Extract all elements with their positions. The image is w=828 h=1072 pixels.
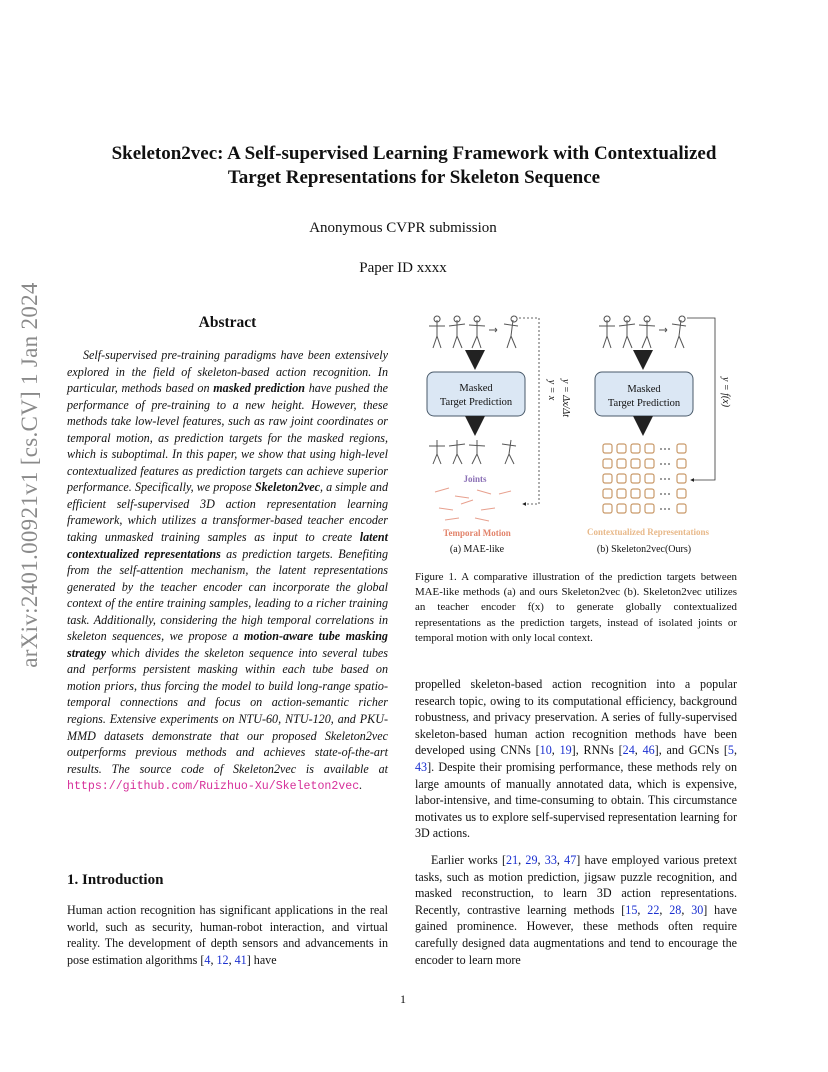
citation[interactable]: 41: [234, 952, 247, 967]
contextualized-representations-label: Contextualized Representations: [586, 527, 710, 537]
intro-heading: 1. Introduction: [67, 872, 164, 888]
page-number: 1: [400, 992, 406, 1006]
citation[interactable]: 29: [525, 853, 538, 867]
masked-skeleton-icons: [429, 440, 516, 464]
citation[interactable]: 43: [415, 759, 428, 774]
citation[interactable]: 5: [727, 743, 734, 758]
source-code-link[interactable]: https://github.com/Ruizhuo-Xu/Skeleton2vec: [67, 780, 360, 794]
intro-paragraph-2: Earlier works [21, 29, 33, 47] have employed various pretext tasks, such as motion prediction, jigsaw puzzle recognition, and masked reconstruction, to learn 3D action representations. Recently, contrastive learning methods [15, 22, 28, 30] have gained prominence. However, these methods often require carefully designed data augmentations and tend to encourage the encoder to learn more: [415, 853, 737, 967]
box-label-line-1: Masked: [459, 383, 493, 394]
citation[interactable]: 15: [625, 902, 638, 917]
citation[interactable]: 10: [539, 743, 552, 758]
intro-text-continued: propelled skeleton-based action recognition into a popular research topic, owing to its computational efficiency, background robustness, and privacy preservation. A series of fully-supervised skeleton-based human action recognition methods have been developed using CNNs [10, 19], RNNs [24, 46], and GCNs [5, 43]. Despite their promising performance, these methods rely on large amounts of manually annotated data, which is expensive, labor-intensive, and time-consuming to obtain. This circumstance motivates us to explore self-supervised representation learning for 3D actions.: [415, 677, 737, 841]
paper-title: [70, 142, 758, 190]
masked-target-prediction-box: [427, 372, 525, 416]
contextualized-representation-grid: [603, 444, 686, 513]
arxiv-stamp: arXiv:2401.00921v1 [cs.CV] 1 Jan 2024: [17, 282, 42, 668]
skeleton-input-icons: [599, 316, 686, 348]
subfigure-b-label: (b) Skeleton2vec(Ours): [596, 544, 692, 555]
citation[interactable]: 12: [216, 952, 229, 967]
citation[interactable]: 30: [691, 902, 704, 917]
citation[interactable]: 28: [669, 902, 682, 917]
abstract-heading: Abstract: [198, 314, 257, 331]
citation[interactable]: 46: [642, 743, 655, 758]
title-line-1: Skeleton2vec: A Self-supervised Learning Framework with Contextualized: [111, 143, 717, 164]
box-label-line-2: Target Prediction: [607, 398, 681, 409]
skeleton-input-icons: [429, 316, 518, 348]
skeleton2vec-panel: [587, 316, 731, 555]
citation[interactable]: 21: [506, 853, 519, 867]
citation[interactable]: 4: [204, 952, 211, 967]
citation[interactable]: 22: [647, 902, 660, 917]
joints-label: Joints: [463, 474, 487, 484]
figure-1-caption: Figure 1. A comparative illustration of the prediction targets between MAE-like methods (a) and ours Skeleton2vec (b). Skeleton2vec utilizes an teacher encoder f(x) to generate globally contextualized representations as the prediction targets, instead of isolated joints or temporal motion with only local context.: [415, 571, 737, 644]
title-line-2: Target Representations for Skeleton Sequence: [227, 167, 601, 188]
figure-1: [415, 308, 745, 558]
temporal-motion-label: Temporal Motion: [443, 528, 511, 538]
paper-id: Paper ID xxxx: [359, 260, 447, 276]
citation[interactable]: 24: [622, 743, 635, 758]
author: Anonymous CVPR submission: [309, 220, 497, 236]
target-label-motion: y = Δx/Δt: [560, 379, 571, 417]
intro-text: Human action recognition has significant applications in the real world, such as security, human-robot interaction, and virtual reality. The development of depth sensors and advancements in pose estimation algorithms [4, 12, 41] have: [67, 903, 388, 967]
target-label-x: y = x: [546, 379, 557, 401]
mae-like-panel: [427, 316, 571, 555]
subfigure-a-label: (a) MAE-like: [449, 544, 505, 555]
box-label-line-1: Masked: [627, 384, 661, 395]
box-label-line-2: Target Prediction: [439, 397, 513, 408]
citation[interactable]: 47: [564, 853, 577, 867]
temporal-motion-arrows: [435, 488, 511, 521]
target-label-fx: y = f(x): [720, 376, 731, 408]
abstract-text: Self-supervised pre-training paradigms have been extensively explored in the field of skeleton-based action recognition. In particular, methods based on masked prediction have pushed the performance of pre-training to a new height. However, these methods take low-level features, such as raw joint coordinates or temporal motion, as prediction targets for the masked regions, which is suboptimal. In this paper, we show that using high-level contextualized features as prediction targets can achieve superior performance. Specifically, we propose Skeleton2vec, a simple and efficient self-supervised 3D action representation learning framework, which utilizes a transformer-based teacher encoder taking unmasked training samples as input to create latent contextualized representations as prediction targets. Benefiting from the self-attention mechanism, the latent representations generated by the teacher encoder can incorporate the global context of the entire training samples, leading to a richer training task. Additionally, considering the high temporal correlations in skeleton sequences, we propose a motion-aware tube masking strategy which divides the skeleton sequence into several tubes and performs persistent masking within each tube based on motion priors, thus forcing the model to build long-range spatio-temporal connections and focus on action-semantic richer regions. Extensive experiments on NTU-60, NTU-120, and PKU-MMD datasets demonstrate that our proposed Skeleton2vec outperforms previous methods and achieves state-of-the-art results. The source code of Skeleton2vec is available at https://github.com/Ruizhuo-Xu/Skeleton2vec.: [67, 348, 389, 794]
ellipsis-marks: [660, 448, 670, 510]
citation[interactable]: 19: [559, 743, 572, 758]
citation[interactable]: 33: [544, 853, 557, 867]
